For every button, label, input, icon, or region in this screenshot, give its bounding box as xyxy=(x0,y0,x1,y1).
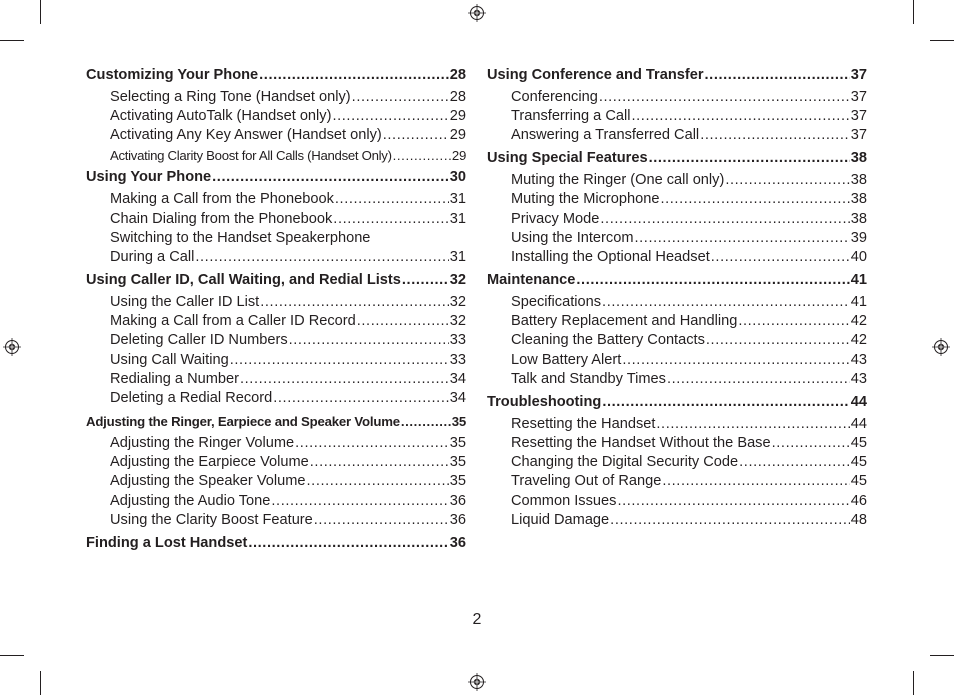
toc-entry[interactable]: Muting the Microphone ..... 38 xyxy=(487,190,867,209)
toc-entry[interactable]: Transferring a Call ..... 37 xyxy=(487,107,867,126)
toc-entry[interactable]: Chain Dialing from the Phonebook ..... 31 xyxy=(86,210,466,229)
toc-section xyxy=(487,393,867,531)
toc-section xyxy=(86,412,466,530)
toc-entry[interactable]: Deleting a Redial Record ..... 34 xyxy=(86,389,466,408)
toc-entry[interactable]: Using Call Waiting ..... 33 xyxy=(86,351,466,370)
toc-entry[interactable]: Making a Call from a Caller ID Record ..... 32 xyxy=(86,312,466,331)
crop-mark xyxy=(913,671,914,695)
toc-entry[interactable]: Changing the Digital Security Code ..... 45 xyxy=(487,453,867,472)
toc-entry[interactable]: Low Battery Alert ..... 43 xyxy=(487,351,867,370)
toc-section xyxy=(86,168,466,267)
toc-entry[interactable]: Adjusting the Audio Tone ..... 36 xyxy=(86,492,466,511)
toc-right-column xyxy=(487,66,867,530)
toc-heading[interactable]: Using Special Features ..... 38 xyxy=(487,149,867,168)
crop-mark xyxy=(930,655,954,656)
registration-mark-icon xyxy=(468,4,486,22)
crop-mark xyxy=(40,0,41,24)
toc-entry[interactable]: Traveling Out of Range ..... 45 xyxy=(487,472,867,491)
toc-entry[interactable]: Installing the Optional Headset ..... 40 xyxy=(487,248,867,267)
crop-mark xyxy=(913,0,914,24)
toc-entry[interactable]: Activating Clarity Boost for All Calls (Handset Only) ..... 29 xyxy=(86,146,466,165)
toc-heading[interactable]: Using Conference and Transfer ..... 37 xyxy=(487,66,867,85)
toc-entry[interactable]: Cleaning the Battery Contacts ..... 42 xyxy=(487,331,867,350)
toc-entry[interactable]: Making a Call from the Phonebook ..... 31 xyxy=(86,190,466,209)
toc-heading[interactable]: Customizing Your Phone ..... 28 xyxy=(86,66,466,85)
toc-entry[interactable]: Conferencing ..... 37 xyxy=(487,88,867,107)
toc-entry[interactable]: During a Call ..... 31 xyxy=(86,248,466,267)
toc-section xyxy=(487,271,867,389)
toc-entry[interactable]: Activating Any Key Answer (Handset only) ..... 29 xyxy=(86,126,466,145)
toc-section xyxy=(86,271,466,409)
page-number: 2 xyxy=(472,611,482,628)
crop-mark xyxy=(0,655,24,656)
toc-section xyxy=(86,534,466,553)
toc-entry[interactable]: Privacy Mode ..... 38 xyxy=(487,210,867,229)
toc-heading[interactable]: Troubleshooting ..... 44 xyxy=(487,393,867,412)
toc-entry[interactable]: Activating AutoTalk (Handset only) ..... 29 xyxy=(86,107,466,126)
toc-entry[interactable]: Adjusting the Ringer Volume ..... 35 xyxy=(86,434,466,453)
toc-section xyxy=(487,149,867,267)
toc-entry[interactable]: Redialing a Number ..... 34 xyxy=(86,370,466,389)
toc-heading[interactable]: Maintenance ..... 41 xyxy=(487,271,867,290)
crop-mark xyxy=(930,40,954,41)
toc-entry[interactable]: Battery Replacement and Handling ..... 42 xyxy=(487,312,867,331)
toc-entry[interactable]: Adjusting the Speaker Volume ..... 35 xyxy=(86,472,466,491)
toc-entry[interactable]: Answering a Transferred Call ..... 37 xyxy=(487,126,867,145)
crop-mark xyxy=(0,40,24,41)
toc-heading[interactable]: Finding a Lost Handset ..... 36 xyxy=(86,534,466,553)
toc-entry[interactable]: Muting the Ringer (One call only) ..... 38 xyxy=(487,171,867,190)
toc-left-column xyxy=(86,66,466,556)
toc-entry[interactable]: Liquid Damage ..... 48 xyxy=(487,511,867,530)
crop-mark xyxy=(40,671,41,695)
toc-heading[interactable]: Using Your Phone ..... 30 xyxy=(86,168,466,187)
toc-section xyxy=(86,66,466,165)
toc-heading[interactable]: Using Caller ID, Call Waiting, and Redial Lists ..... 32 xyxy=(86,271,466,290)
registration-mark-icon xyxy=(468,673,486,691)
toc-entry[interactable]: Resetting the Handset ..... 44 xyxy=(487,415,867,434)
registration-mark-icon xyxy=(3,338,21,356)
toc-entry[interactable]: Using the Clarity Boost Feature ..... 36 xyxy=(86,511,466,530)
toc-entry[interactable]: Deleting Caller ID Numbers ..... 33 xyxy=(86,331,466,350)
toc-entry[interactable]: Talk and Standby Times ..... 43 xyxy=(487,370,867,389)
toc-heading[interactable]: Adjusting the Ringer, Earpiece and Speaker Volume ..... 35 xyxy=(86,412,466,431)
toc-entry[interactable]: Resetting the Handset Without the Base ..... 45 xyxy=(487,434,867,453)
toc-entry[interactable]: Using the Intercom ..... 39 xyxy=(487,229,867,248)
toc-entry[interactable]: Selecting a Ring Tone (Handset only) ..... 28 xyxy=(86,88,466,107)
toc-entry[interactable]: Adjusting the Earpiece Volume ..... 35 xyxy=(86,453,466,472)
toc-section xyxy=(487,66,867,146)
registration-mark-icon xyxy=(932,338,950,356)
toc-entry[interactable]: Specifications ..... 41 xyxy=(487,293,867,312)
toc-entry[interactable]: Using the Caller ID List ..... 32 xyxy=(86,293,466,312)
toc-entry[interactable]: Common Issues ..... 46 xyxy=(487,492,867,511)
toc-entry-first-line[interactable]: Switching to the Handset Speakerphone xyxy=(110,229,371,246)
